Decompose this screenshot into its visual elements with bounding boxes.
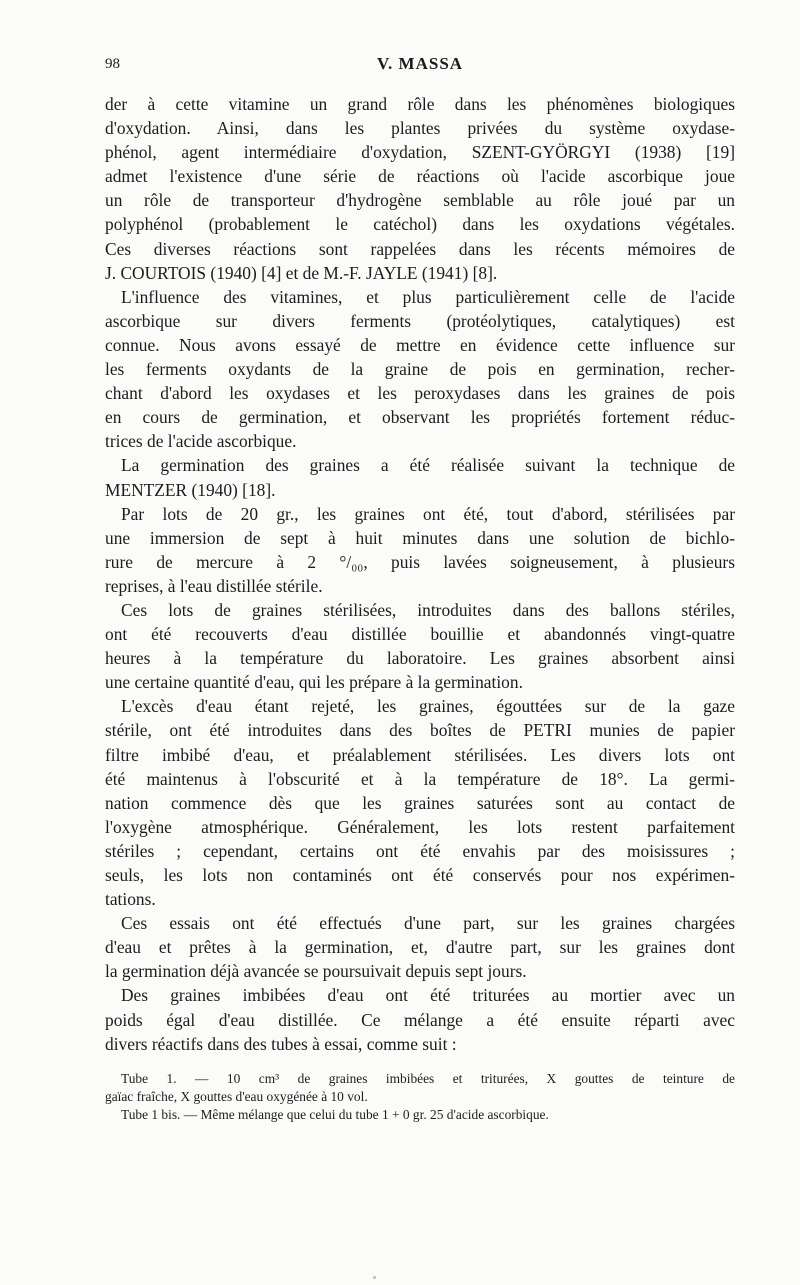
paragraph-line: stérile, ont été introduites dans des boîtes de PETRI munies de papier	[105, 720, 735, 741]
paragraph-line: L'excès d'eau étant rejeté, les graines, égouttées sur de la gaze	[121, 696, 735, 717]
paragraph-line: poids égal d'eau distillée. Ce mélange a été ensuite réparti avec	[105, 1009, 735, 1030]
paragraph-line: filtre imbibé d'eau, et préalablement stérilisées. Les divers lots ont	[105, 744, 735, 765]
paragraph-line: d'oxydation. Ainsi, dans les plantes privées du système oxydase-	[105, 118, 735, 139]
paragraph-block	[105, 694, 735, 911]
body-text	[105, 92, 735, 1056]
paragraph-line: une certaine quantité d'eau, qui les prépare à la germination.	[105, 672, 523, 693]
paragraph-line: rure de mercure à 2 °/₀₀, puis lavées soigneusement, à plusieurs	[105, 551, 735, 572]
paragraph-line: polyphénol (probablement le catéchol) dans les oxydations végétales.	[105, 214, 735, 235]
note-line: Tube 1. — 10 cm³ de graines imbibées et triturées, X gouttes de teinture de	[121, 1070, 735, 1086]
paragraph-line: MENTZER (1940) [18].	[105, 479, 276, 500]
paragraph-block	[105, 502, 735, 598]
paragraph-line: Ces diverses réactions sont rappelées dans les récents mémoires de	[105, 238, 735, 259]
paragraph-block	[105, 911, 735, 983]
paragraph-line: heures à la température du laboratoire. Les graines absorbent ainsi	[105, 648, 735, 669]
paragraph-block	[105, 285, 735, 454]
tube-notes	[105, 1070, 735, 1124]
paragraph-line: admet l'existence d'une série de réactions où l'acide ascorbique joue	[105, 166, 735, 187]
paragraph-line: la germination déjà avancée se poursuivait depuis sept jours.	[105, 961, 527, 982]
paragraph-line: un rôle de transporteur d'hydrogène semblable au rôle joué par un	[105, 190, 735, 211]
paragraph-block	[105, 598, 735, 694]
paragraph-line: stériles ; cependant, certains ont été envahis par des moisissures ;	[105, 840, 735, 861]
paragraph-line: une immersion de sept à huit minutes dans une solution de bichlo-	[105, 527, 735, 548]
paragraph-line: Par lots de 20 gr., les graines ont été, tout d'abord, stérilisées par	[121, 503, 735, 524]
note-block	[105, 1070, 735, 1106]
running-head: V. MASSA	[376, 54, 464, 73]
paragraph-line: ont été recouverts d'eau distillée bouillie et abandonnés vingt-quatre	[105, 624, 735, 645]
paragraph-line: d'eau et prêtes à la germination, et, d'autre part, sur les graines dont	[105, 937, 735, 958]
paragraph-line: La germination des graines a été réalisée suivant la technique de	[121, 455, 735, 476]
note-block	[105, 1106, 735, 1124]
paragraph-line: phénol, agent intermédiaire d'oxydation, SZENT-GYÖRGYI (1938) [19]	[105, 142, 735, 163]
paragraph-block	[105, 983, 735, 1055]
paragraph-line: trices de l'acide ascorbique.	[105, 431, 297, 452]
paragraph-line: Des graines imbibées d'eau ont été triturées au mortier avec un	[121, 985, 735, 1006]
document-page	[105, 52, 735, 1124]
page-header	[105, 52, 735, 92]
paragraph-line: connue. Nous avons essayé de mettre en évidence cette influence sur	[105, 334, 735, 355]
paragraph-block	[105, 92, 735, 285]
paragraph-block	[105, 453, 735, 501]
paragraph-line: L'influence des vitamines, et plus particulièrement celle de l'acide	[121, 286, 735, 307]
paragraph-line: été maintenus à l'obscurité et à la température de 18°. La germi-	[105, 768, 735, 789]
note-line: gaïac fraîche, X gouttes d'eau oxygénée à 10 vol.	[105, 1088, 368, 1104]
paragraph-line: nation commence dès que les graines saturées sont au contact de	[105, 792, 735, 813]
paragraph-line: reprises, à l'eau distillée stérile.	[105, 575, 323, 596]
paragraph-line: ascorbique sur divers ferments (protéolytiques, catalytiques) est	[105, 310, 735, 331]
paragraph-line: Ces lots de graines stérilisées, introduites dans des ballons stériles,	[121, 599, 735, 620]
paragraph-line: Ces essais ont été effectués d'une part, sur les graines chargées	[121, 913, 735, 934]
paragraph-line: en cours de germination, et observant les propriétés fortement réduc-	[105, 407, 735, 428]
print-speck	[373, 1276, 376, 1279]
paragraph-line: l'oxygène atmosphérique. Généralement, les lots restent parfaitement	[105, 816, 735, 837]
note-line: Tube 1 bis. — Même mélange que celui du tube 1 + 0 gr. 25 d'acide ascorbique.	[121, 1106, 549, 1122]
paragraph-line: tations.	[105, 889, 156, 910]
paragraph-line: J. COURTOIS (1940) [4] et de M.-F. JAYLE (1941) [8].	[105, 262, 498, 283]
paragraph-line: seuls, les lots non contaminés ont été conservés pour nos expérimen-	[105, 865, 735, 885]
paragraph-line: les ferments oxydants de la graine de pois en germination, recher-	[105, 359, 735, 380]
paragraph-line: divers réactifs dans des tubes à essai, comme suit :	[105, 1033, 457, 1054]
paragraph-line: der à cette vitamine un grand rôle dans les phénomènes biologiques	[105, 94, 735, 114]
paragraph-line: chant d'abord les oxydases et les peroxydases dans les graines de pois	[105, 383, 735, 404]
page-number: 98	[105, 56, 120, 72]
